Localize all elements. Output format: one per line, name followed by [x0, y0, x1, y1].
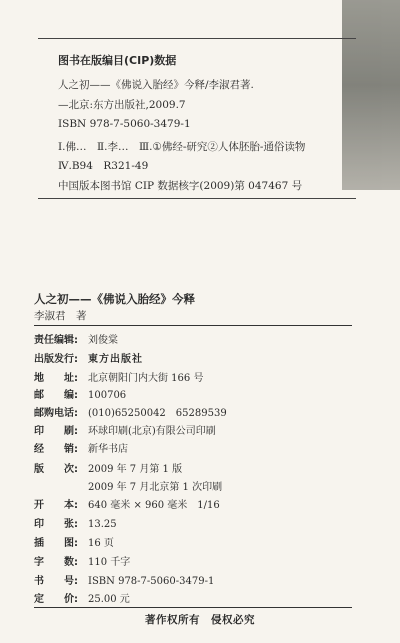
info-value: 16 页 [88, 538, 114, 549]
info-row-isbn [34, 572, 214, 587]
info-value: ISBN 978-7-5060-3479-1 [88, 576, 215, 587]
info-row-distributor [34, 440, 128, 455]
info-label: 定 价: [34, 594, 78, 605]
cip-line-isbn: ISBN 978-7-5060-3479-1 [58, 118, 191, 130]
cip-bottom-rule [38, 198, 356, 199]
info-bottom-rule [34, 607, 352, 608]
cip-line-record-number: 中国版本图书馆 CIP 数据核字(2009)第 047467 号 [58, 180, 303, 192]
info-row-illustrations [34, 534, 114, 549]
cover-art-strip [342, 0, 400, 190]
info-label: 邮 编: [34, 390, 78, 401]
info-label: 插 图: [34, 538, 78, 549]
info-value: 2009 年 7 月第 1 版 [88, 464, 183, 475]
info-row-editor [34, 331, 118, 346]
info-label: 邮购电话: [34, 408, 78, 419]
info-label: 印 刷: [34, 426, 78, 437]
info-label: 字 数: [34, 557, 78, 568]
info-value: 新华书店 [88, 444, 128, 455]
info-row-sheets [34, 515, 117, 530]
publisher-logo-text: 東方出版社 [88, 354, 143, 365]
cip-line-subjects: Ⅰ.佛… Ⅱ.李… Ⅲ.①佛经-研究②人体胚胎-通俗读物 [58, 141, 306, 153]
info-value: 110 千字 [88, 557, 131, 568]
cip-title: 图书在版编目(CIP)数据 [58, 54, 177, 67]
book-title: 人之初——《佛说入胎经》今释 [34, 292, 195, 306]
info-value: 25.00 元 [88, 594, 130, 605]
info-row-printer [34, 422, 216, 437]
info-row-printing: 2009 年 7 月北京第 1 次印刷 [88, 482, 223, 493]
info-label: 责任编辑: [34, 335, 78, 346]
info-row-address [34, 369, 203, 384]
info-value: (010)65250042 65289539 [88, 408, 227, 419]
info-value: 北京朝阳门内大街 166 号 [88, 373, 204, 384]
cip-line-classification: Ⅳ.B94 R321-49 [58, 160, 149, 172]
info-value: 100706 [88, 390, 127, 401]
info-label: 地 址: [34, 373, 78, 384]
info-label: 版 次: [34, 464, 78, 475]
info-label: 出版发行: [34, 354, 78, 365]
info-value: 640 毫米 × 960 毫米 1/16 [88, 500, 220, 511]
info-row-price [34, 590, 130, 605]
copyright-notice: 著作权所有 侵权必究 [145, 614, 255, 626]
info-row-edition [34, 460, 182, 475]
cip-line-publisher: —北京:东方出版社,2009.7 [58, 99, 186, 111]
info-row-publisher [34, 350, 143, 365]
info-value: 环球印刷(北京)有限公司印刷 [88, 426, 216, 437]
info-top-rule [34, 325, 352, 326]
book-author: 李淑君 著 [34, 310, 87, 322]
info-label: 经 销: [34, 444, 78, 455]
info-label: 印 张: [34, 519, 78, 530]
info-value: 13.25 [88, 519, 117, 530]
info-row-phone [34, 404, 227, 419]
info-row-format [34, 496, 220, 511]
info-row-word-count [34, 553, 130, 568]
info-label: 书 号: [34, 576, 78, 587]
info-value: 刘俊棠 [88, 335, 118, 346]
cip-top-rule [38, 38, 356, 39]
info-row-postcode [34, 386, 126, 401]
cip-line-title: 人之初——《佛说入胎经》今释/李淑君著. [58, 79, 254, 91]
info-label: 开 本: [34, 500, 78, 511]
